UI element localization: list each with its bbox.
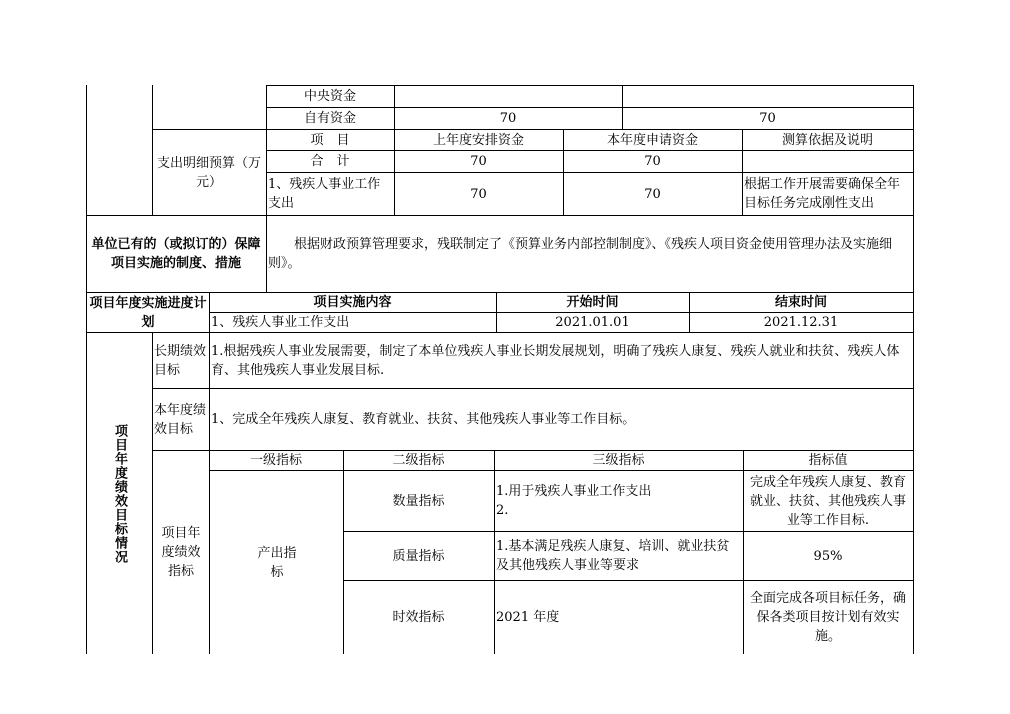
output-indicator-label: 产出指标: [257, 545, 297, 580]
indicator-header-value: 指标值: [808, 453, 848, 468]
line-item-label: 1、残疾人事业工作支出: [268, 177, 381, 211]
own-fund-label: 自有资金: [303, 111, 356, 126]
header-basis: 测算依据及说明: [781, 132, 873, 148]
annual-label: 本年度绩效目标: [154, 402, 207, 437]
schedule-header-content: 项目实施内容: [313, 295, 392, 310]
long-term-label: 长期绩效目标: [154, 343, 207, 378]
indicator-row-level3: 2021 年度: [496, 610, 560, 625]
expense-detail-label: 支出明细预算（万元）: [156, 155, 261, 190]
long-term-text: 1.根据残疾人事业发展需要，制定了本单位残疾人事业长期发展规划，明确了残疾人康复、残疾人就业和扶贫、残疾人体育、其他残疾人事业发展目标.: [211, 343, 900, 378]
total-label: 合 计: [310, 154, 350, 169]
indicator-row-level2: 质量指标: [392, 548, 445, 564]
indicator-row-value: 完成全年残疾人康复、教育就业、扶贫、其他残疾人事业等工作目标.: [749, 474, 906, 528]
policy-label: 单位已有的（或拟订的）保障项目实施的制度、措施: [91, 237, 261, 271]
total-prev-value: 70: [470, 154, 487, 169]
header-curr-year: 本年度申请资金: [606, 132, 698, 148]
indicator-row-value: 全面完成各项目标任务，确保各类项目按计划有效实施。: [749, 591, 906, 644]
total-curr-value: 70: [644, 154, 661, 169]
schedule-row-end: 2021.12.31: [763, 315, 839, 330]
schedule-header-start: 开始时间: [566, 295, 619, 310]
line-item-curr-value: 70: [644, 186, 661, 202]
header-item: 项 目: [310, 132, 350, 148]
own-fund-prev-value: 70: [499, 111, 517, 126]
indicator-row-level2: 时效指标: [392, 610, 445, 625]
schedule-row-content: 1、残疾人事业工作支出: [211, 315, 350, 330]
indicator-row-level3: 1.用于残疾人事业工作支出 2.: [496, 484, 652, 518]
own-fund-curr-value: 70: [759, 111, 776, 126]
schedule-label: 项目年度实施进度计划: [89, 295, 207, 330]
schedule-row-start: 2021.01.01: [555, 315, 630, 330]
indicator-header-level2: 二级指标: [392, 453, 445, 468]
indicator-header-level3: 三级指标: [592, 453, 645, 468]
annual-text: 1、完成全年残疾人康复、教育就业、扶贫、其他残疾人事业等工作目标。: [211, 412, 636, 427]
indicator-row-level2: 数量指标: [392, 493, 445, 509]
indicator-label: 项目年度绩效指标: [161, 526, 201, 579]
performance-section-label: 项目年度绩效目标情况: [112, 423, 127, 564]
schedule-header-end: 结束时间: [774, 295, 827, 310]
header-prev-year: 上年度安排资金: [432, 132, 524, 148]
policy-content: 根据财政预算管理要求，残联制定了《预算业务内部控制制度》、《残疾人项目资金使用管理办法及实施细则》。: [268, 237, 893, 271]
line-item-basis: 根据工作开展需要确保全年目标任务完成刚性支出: [744, 177, 901, 211]
indicator-row-level3: 1.基本满足残疾人康复、培训、就业扶贫及其他残疾人事业等要求: [496, 539, 730, 573]
indicator-header-level1: 一级指标: [249, 453, 302, 468]
line-item-prev-value: 70: [470, 186, 487, 202]
indicator-row-value: 95%: [813, 548, 843, 564]
central-fund-label: 中央资金: [303, 89, 356, 104]
